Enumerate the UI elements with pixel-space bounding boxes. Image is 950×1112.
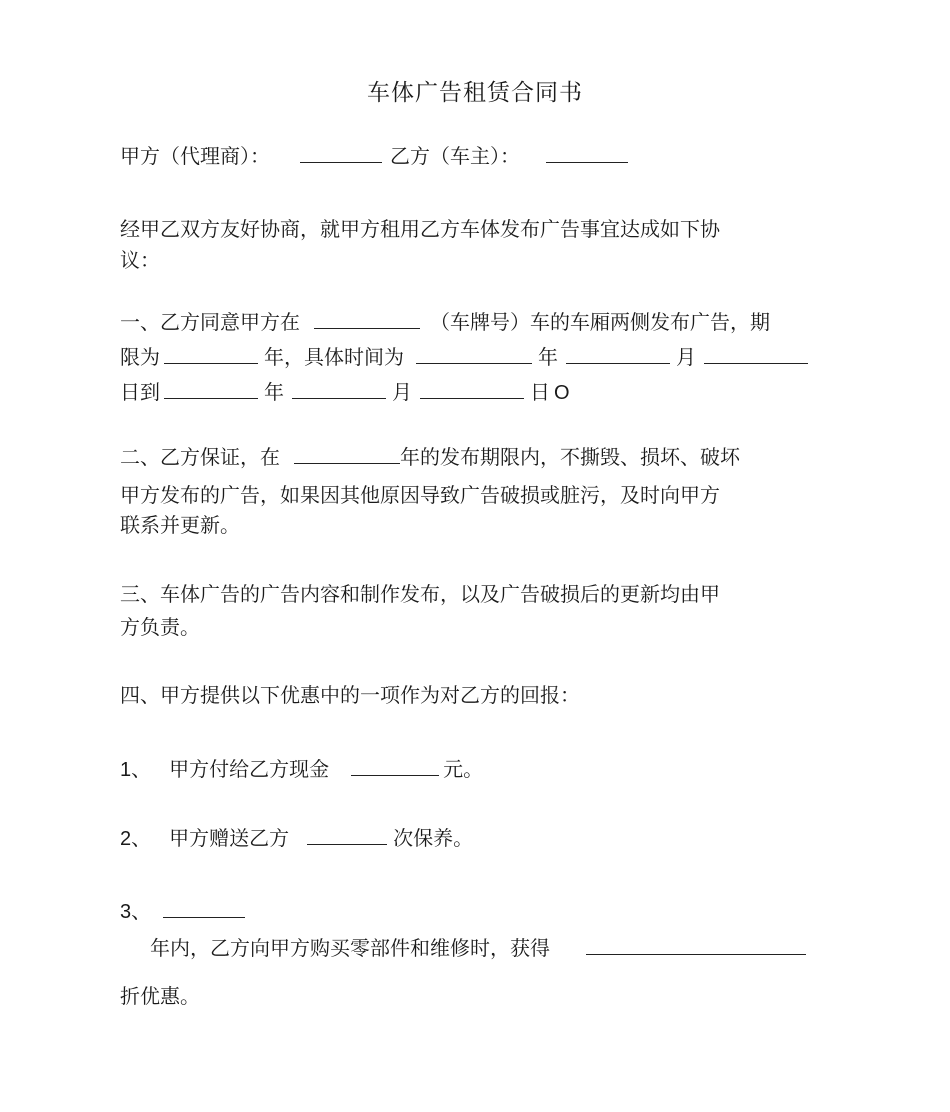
clause1-end-mark: O [554,382,570,404]
intro-line-1: 经甲乙双方友好协商，就甲方租用乙方车体发布广告事宜达成如下协 [120,217,720,241]
clause1-text: 年，具体时间为 [264,345,404,369]
cash-amount-blank [351,757,439,776]
option-text: 次保养。 [393,826,474,850]
clause2-text: 二、乙方保证，在 [120,445,280,469]
clause1-line-3 [120,379,570,406]
clause4-heading: 四、甲方提供以下优惠中的一项作为对乙方的回报： [120,683,580,707]
clause1-text: 一、乙方同意甲方在 [120,310,300,334]
clause1-line-1 [120,309,770,335]
party-a-blank [300,144,382,163]
clause3-line-1: 三、车体广告的广告内容和制作发布，以及广告破损后的更新均由甲 [120,582,720,606]
end-month-blank [292,380,386,399]
term-years-blank [164,345,258,364]
end-day-blank [420,380,524,399]
clause2-text: 年的发布期限内，不撕毁、损坏、破坏 [400,445,740,469]
parties-line [120,143,628,169]
intro-line-2: 议： [120,248,160,272]
start-day-blank [704,345,808,364]
option-3 [120,898,245,925]
maintenance-count-blank [307,826,387,845]
discount-rate-blank [586,936,806,955]
publish-years-blank [294,445,400,464]
option-number: 2、 [120,828,152,850]
clause2-line-1 [120,444,740,470]
clause1-text: 限为 [120,345,160,369]
start-year-blank [416,345,532,364]
option-1 [120,756,483,783]
discount-years-blank [163,899,245,918]
option-text: 甲方付给乙方现金 [169,757,330,781]
plate-number-blank [314,310,420,329]
clause1-text: 月 [676,345,696,369]
option-number: 1、 [120,759,152,781]
option-2 [120,825,473,852]
clause2-line-2: 甲方发布的广告，如果因其他原因导致广告破损或脏污，及时向甲方 [120,483,720,507]
option-number: 3、 [120,901,152,923]
clause1-text: （车牌号）车的车厢两侧发布广告，期 [430,310,770,334]
clause3-line-2: 方负责。 [120,615,200,639]
option-3-line-2 [150,935,806,961]
party-b-label: 乙方（车主）： [390,144,520,168]
document-title: 车体广告租赁合同书 [367,80,583,106]
clause1-text: 年 [538,345,558,369]
party-a-label: 甲方（代理商）： [120,144,270,168]
option-text: 元。 [443,757,484,781]
end-year-blank [164,380,258,399]
clause1-text: 日 [530,380,550,404]
start-month-blank [566,345,670,364]
option-3-line-3: 折优惠。 [120,984,200,1008]
clause2-line-3: 联系并更新。 [120,513,240,537]
clause1-text: 日到 [120,380,160,404]
option-text: 年内，乙方向甲方购买零部件和维修时，获得 [150,936,550,960]
clause1-text: 月 [392,380,412,404]
clause1-line-2 [120,344,808,370]
clause1-text: 年 [264,380,284,404]
option-text: 甲方赠送乙方 [169,826,290,850]
party-b-blank [546,144,628,163]
